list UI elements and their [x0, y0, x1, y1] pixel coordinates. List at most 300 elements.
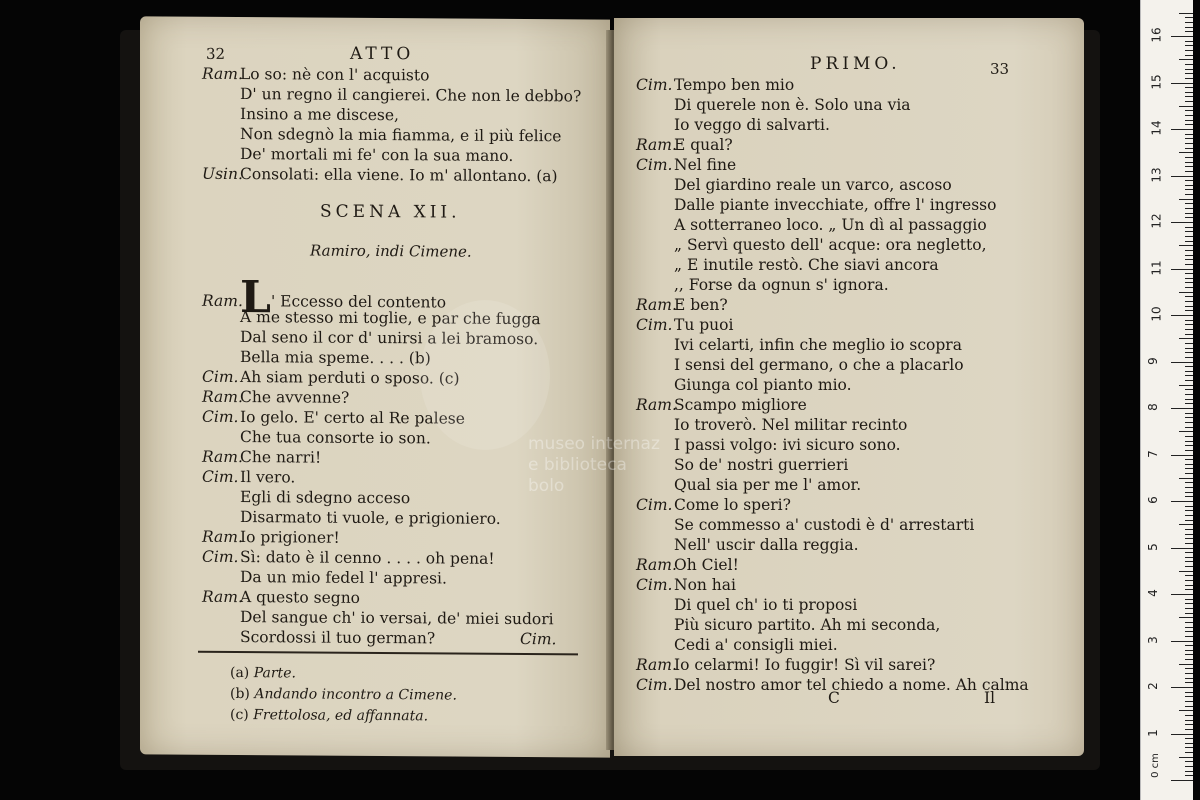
ruler-number: 6	[1145, 496, 1160, 504]
footnote	[230, 663, 457, 686]
speaker-label: Ram.	[202, 64, 243, 84]
ruler-tick	[1179, 710, 1193, 711]
ruler-tick	[1185, 724, 1193, 725]
line-text: E qual?	[674, 136, 733, 154]
line-text: Lo so: nè con l' acquisto	[240, 65, 430, 85]
text-line	[636, 376, 1029, 396]
ruler-tick	[1185, 552, 1193, 553]
ruler-tick	[1185, 301, 1193, 302]
line-text: Dalle piante invecchiate, offre l' ingresso	[674, 196, 997, 214]
line-text: Dal seno il cor d' unirsi a lei bramoso.	[240, 328, 539, 349]
ruler-number: 9	[1145, 356, 1160, 365]
ruler-tick	[1185, 208, 1193, 209]
text-line	[636, 236, 1029, 256]
line-text: Io celarmi! Io fuggir! Sì vil sarei?	[674, 656, 936, 674]
ruler-tick	[1185, 729, 1193, 730]
ruler-tick	[1185, 217, 1193, 218]
text-line	[636, 256, 1029, 276]
ruler-tick	[1185, 162, 1193, 163]
text-line	[202, 607, 554, 629]
text-line	[202, 507, 554, 529]
speaker-label: Cim.	[202, 367, 239, 387]
line-text: Io veggo di salvarti.	[674, 116, 830, 134]
watermark-logo	[420, 300, 550, 450]
ruler-tick	[1185, 55, 1193, 56]
ruler-tick	[1171, 780, 1193, 781]
scene-title: SCENA XII.	[320, 201, 461, 223]
ruler-tick	[1179, 106, 1193, 107]
ruler-tick	[1185, 468, 1193, 469]
ruler-tick	[1179, 245, 1193, 246]
line-text: Del sangue ch' io versai, de' miei sudori	[240, 608, 554, 629]
footnote-mark: (b)	[230, 685, 250, 703]
text-line	[636, 276, 1029, 296]
ruler-tick	[1185, 580, 1193, 581]
ruler-tick	[1185, 650, 1193, 651]
ruler-tick	[1185, 659, 1193, 660]
line-text: Ivi celarti, infin che meglio io scopra	[674, 336, 962, 354]
line-text: Io gelo. E' certo al Re palese	[240, 408, 465, 428]
ruler-tick	[1185, 64, 1193, 65]
line-text: Disarmato ti vuole, e prigioniero.	[240, 508, 501, 528]
line-text: Il vero.	[240, 468, 296, 487]
text-line	[636, 216, 1029, 236]
ruler-tick	[1185, 17, 1193, 18]
line-text: Se commesso a' custodi è d' arrestarti	[674, 516, 975, 534]
line-text: ' Eccesso del contento	[270, 292, 447, 312]
ruler-tick	[1185, 180, 1193, 181]
ruler-tick	[1185, 357, 1193, 358]
line-text: Nell' uscir dalla reggia.	[674, 536, 859, 554]
ruler-tick	[1185, 101, 1193, 102]
ruler-tick	[1171, 687, 1193, 688]
ruler-tick	[1185, 492, 1193, 493]
ruler-number: 2	[1145, 682, 1160, 690]
speaker-label: Ram.	[202, 447, 243, 467]
line-text: Bella mia speme. . . . (b)	[240, 348, 431, 368]
ruler-tick	[1185, 459, 1193, 460]
ruler-tick	[1185, 45, 1193, 46]
ruler-tick	[1171, 362, 1193, 363]
line-text: Insino a me discese,	[240, 105, 399, 125]
text-line	[636, 516, 1029, 536]
ruler-tick	[1179, 59, 1193, 60]
ruler-zero-label: 0 cm	[1149, 753, 1161, 778]
ruler-tick	[1185, 631, 1193, 632]
ruler-tick	[1185, 143, 1193, 144]
ruler-tick	[1185, 715, 1193, 716]
line-text: Più sicuro partito. Ah mi seconda,	[674, 616, 941, 634]
ruler-number: 7	[1145, 449, 1160, 458]
ruler-tick	[1185, 138, 1193, 139]
ruler-tick	[1185, 766, 1193, 767]
text-line	[636, 356, 1029, 376]
left-page-header: ATTO	[350, 43, 415, 65]
ruler-tick	[1185, 436, 1193, 437]
left-text-block-top	[202, 64, 581, 187]
ruler-tick	[1185, 599, 1193, 600]
ruler-tick	[1185, 69, 1193, 70]
ruler-tick	[1185, 613, 1193, 614]
text-line	[636, 296, 1029, 316]
ruler-tick	[1185, 506, 1193, 507]
ruler-tick	[1185, 678, 1193, 679]
ruler-number: 10	[1149, 306, 1164, 322]
ruler-number: 16	[1149, 27, 1164, 43]
ruler-tick	[1171, 176, 1193, 177]
ruler-tick	[1185, 306, 1193, 307]
ruler-tick	[1185, 296, 1193, 297]
ruler-tick	[1185, 529, 1193, 530]
speaker-label: Cim.	[636, 316, 673, 334]
ruler-number: 12	[1149, 213, 1164, 229]
footnote-mark: (c)	[230, 706, 249, 724]
text-line	[636, 556, 1029, 576]
line-text: Da un mio fedel l' appresi.	[240, 568, 447, 588]
ruler-tick	[1171, 455, 1193, 456]
ruler-tick	[1185, 185, 1193, 186]
ruler-tick	[1171, 315, 1193, 316]
ruler-tick	[1185, 166, 1193, 167]
ruler-tick	[1185, 589, 1193, 590]
text-line	[636, 316, 1029, 336]
text-line	[202, 567, 554, 589]
text-line	[202, 84, 581, 107]
ruler-tick	[1185, 692, 1193, 693]
ruler-tick	[1185, 520, 1193, 521]
line-text: Non hai	[674, 576, 736, 594]
ruler-tick	[1185, 148, 1193, 149]
line-text: Qual sia per me l' amor.	[674, 476, 862, 494]
text-line	[636, 476, 1029, 496]
text-line	[636, 596, 1029, 616]
ruler-tick	[1185, 771, 1193, 772]
line-text: A sotterraneo loco. „ Un dì al passaggio	[674, 216, 987, 234]
text-line	[202, 627, 557, 649]
ruler-tick	[1185, 543, 1193, 544]
line-text: Tu puoi	[674, 316, 734, 334]
ruler-tick	[1185, 464, 1193, 465]
ruler-tick	[1185, 334, 1193, 335]
ruler-tick	[1185, 417, 1193, 418]
right-page-header: PRIMO.	[810, 54, 901, 74]
text-line	[636, 196, 1029, 216]
ruler-tick	[1185, 496, 1193, 497]
text-line	[202, 144, 581, 167]
line-text: ,, Forse da ognun s' ignora.	[674, 276, 889, 294]
ruler-number: 14	[1149, 120, 1164, 136]
ruler-number: 4	[1145, 589, 1160, 597]
footnote-mark: (a)	[230, 664, 250, 682]
text-line	[202, 487, 554, 509]
ruler-tick	[1185, 775, 1193, 776]
line-text: A questo segno	[240, 588, 361, 607]
line-text: Egli di sdegno acceso	[240, 488, 411, 508]
line-text: Scordossi il tuo german?	[240, 628, 436, 648]
ruler-tick	[1185, 738, 1193, 739]
ruler-tick	[1185, 608, 1193, 609]
text-line	[636, 136, 1029, 156]
line-text: Tempo ben mio	[674, 76, 795, 94]
left-catchword: Cim.	[520, 630, 557, 649]
ruler-tick	[1185, 134, 1193, 135]
ruler-tick	[1185, 120, 1193, 121]
line-text: Di querele non è. Solo una via	[674, 96, 911, 114]
line-text: Oh Ciel!	[674, 556, 739, 574]
speaker-label: Ram.	[636, 556, 677, 574]
text-line	[636, 176, 1029, 196]
ruler-tick	[1185, 557, 1193, 558]
line-text: D' un regno il cangierei. Che non le debbo?	[240, 85, 582, 106]
footnote	[230, 684, 457, 707]
ruler-tick	[1185, 343, 1193, 344]
speaker-label: Ram.	[636, 136, 677, 154]
speaker-label: Usin.	[202, 164, 243, 184]
ruler-tick	[1185, 399, 1193, 400]
ruler-tick	[1185, 427, 1193, 428]
text-line	[202, 587, 554, 609]
line-text: Io troverò. Nel militar recinto	[674, 416, 908, 434]
text-line	[636, 496, 1029, 516]
ruler-tick	[1185, 259, 1193, 260]
speaker-label: Ram.	[636, 656, 677, 674]
right-catchword: Il	[984, 689, 996, 707]
line-text: „ Servì questo dell' acque: ora negletto,	[674, 236, 987, 254]
ruler-tick	[1185, 645, 1193, 646]
line-text: Ah siam perduti o sposo. (c)	[240, 368, 460, 388]
speaker-label: Cim.	[202, 407, 239, 427]
footnote-rule	[198, 651, 578, 656]
speaker-label: Cim.	[202, 467, 239, 487]
ruler-tick	[1185, 157, 1193, 158]
ruler-tick	[1185, 203, 1193, 204]
ruler-tick	[1185, 654, 1193, 655]
line-text: Non sdegnò la mia fiamma, e il più felice	[240, 125, 562, 146]
line-text: Che tua consorte io son.	[240, 428, 431, 448]
ruler-tick	[1185, 241, 1193, 242]
line-text: So de' nostri guerrieri	[674, 456, 849, 474]
ruler-tick	[1185, 510, 1193, 511]
text-line	[636, 396, 1029, 416]
line-text: Come lo speri?	[674, 496, 791, 514]
ruler-tick	[1185, 603, 1193, 604]
speaker-label: Ram.	[202, 587, 243, 607]
ruler-tick	[1179, 664, 1193, 665]
text-line	[202, 547, 554, 569]
ruler-tick	[1179, 757, 1193, 758]
ruler-tick	[1179, 199, 1193, 200]
ruler-tick	[1185, 348, 1193, 349]
ruler-number: 8	[1145, 403, 1160, 411]
ruler-tick	[1185, 682, 1193, 683]
ruler-tick	[1185, 566, 1193, 567]
ruler-tick	[1179, 13, 1193, 14]
ruler-tick	[1185, 441, 1193, 442]
footnotes	[230, 663, 457, 728]
line-text: E ben?	[674, 296, 728, 314]
ruler-tick	[1185, 701, 1193, 702]
signature-mark: C	[828, 689, 840, 707]
left-page-number: 32	[206, 44, 226, 63]
speaker-label: Cim.	[202, 547, 239, 567]
text-line	[202, 164, 581, 187]
ruler-tick	[1185, 403, 1193, 404]
line-text: „ E inutile restò. Che siavi ancora	[674, 256, 939, 274]
ruler-tick	[1185, 375, 1193, 376]
speaker-label: Cim.	[636, 156, 673, 174]
ruler-tick	[1185, 41, 1193, 42]
line-text: Scampo migliore	[674, 396, 807, 414]
ruler-tick	[1185, 668, 1193, 669]
ruler-tick	[1171, 641, 1193, 642]
text-line	[636, 576, 1029, 596]
line-text: Che narri!	[240, 448, 322, 467]
ruler-tick	[1171, 734, 1193, 735]
ruler-tick	[1185, 720, 1193, 721]
footnote	[230, 705, 457, 728]
text-line	[202, 467, 554, 489]
ruler-number: 1	[1145, 728, 1160, 737]
line-text: I sensi del germano, o che a placarlo	[674, 356, 964, 374]
watermark-line: e biblioteca	[528, 455, 627, 475]
line-text: Di quel ch' io ti proposi	[674, 596, 858, 614]
ruler-tick	[1185, 236, 1193, 237]
text-line	[636, 336, 1029, 356]
speaker-label: Ram.	[636, 296, 677, 314]
text-line	[636, 636, 1029, 656]
ruler-tick	[1171, 408, 1193, 409]
line-text: Che avvenne?	[240, 388, 350, 407]
ruler-number: 5	[1145, 542, 1160, 551]
right-page	[614, 18, 1084, 756]
line-text: A me stesso mi toglie, e par che fugga	[240, 308, 541, 329]
line-text: Del giardino reale un varco, ascoso	[674, 176, 952, 194]
line-text: Giunga col pianto mio.	[674, 376, 852, 394]
ruler-tick	[1185, 636, 1193, 637]
ruler-tick	[1179, 617, 1193, 618]
ruler-tick	[1185, 622, 1193, 623]
ruler-tick	[1185, 124, 1193, 125]
ruler-tick	[1185, 31, 1193, 32]
ruler-tick	[1185, 273, 1193, 274]
ruler-tick	[1185, 110, 1193, 111]
right-text-block	[636, 76, 1029, 696]
text-line	[202, 104, 581, 127]
ruler-tick	[1185, 366, 1193, 367]
ruler-number: 11	[1149, 259, 1164, 276]
ruler-tick	[1179, 571, 1193, 572]
ruler-tick	[1185, 278, 1193, 279]
speaker-label: Ram.	[202, 291, 243, 311]
ruler-tick	[1185, 96, 1193, 97]
ruler-tick	[1185, 371, 1193, 372]
ruler-number: 13	[1149, 166, 1164, 183]
speaker-label: Cim.	[636, 496, 673, 514]
ruler-tick	[1185, 282, 1193, 283]
ruler-tick	[1171, 269, 1193, 270]
ruler-tick	[1185, 413, 1193, 414]
ruler-tick	[1185, 389, 1193, 390]
ruler-tick	[1179, 152, 1193, 153]
ruler-tick	[1185, 78, 1193, 79]
ruler-tick	[1185, 487, 1193, 488]
ruler-tick	[1171, 501, 1193, 502]
ruler-tick	[1185, 329, 1193, 330]
line-text: Consolati: ella viene. Io m' allontano. (a)	[240, 165, 558, 186]
ruler-tick	[1185, 227, 1193, 228]
ruler-tick	[1185, 743, 1193, 744]
watermark-line: bolo	[528, 476, 565, 496]
speaker-label: Cim.	[636, 576, 673, 594]
ruler-tick	[1185, 482, 1193, 483]
ruler-tick	[1179, 338, 1193, 339]
line-text: I passi volgo: ivi sicuro sono.	[674, 436, 901, 454]
ruler-tick	[1185, 585, 1193, 586]
line-text: Sì: dato è il cenno . . . . oh pena!	[240, 548, 495, 568]
ruler-tick	[1185, 194, 1193, 195]
text-line	[636, 116, 1029, 136]
ruler-tick	[1185, 27, 1193, 28]
drop-cap: L	[240, 272, 271, 324]
ruler-tick	[1179, 478, 1193, 479]
ruler-tick	[1185, 761, 1193, 762]
ruler-tick	[1185, 394, 1193, 395]
ruler-tick	[1185, 380, 1193, 381]
speaker-label: Cim.	[636, 676, 673, 694]
ruler-tick	[1185, 189, 1193, 190]
ruler-tick	[1185, 752, 1193, 753]
ruler-tick	[1185, 422, 1193, 423]
text-line	[202, 447, 554, 469]
ruler-tick	[1171, 594, 1193, 595]
ruler-tick	[1185, 747, 1193, 748]
ruler-tick	[1171, 36, 1193, 37]
ruler-tick	[1185, 250, 1193, 251]
text-line	[636, 656, 1029, 676]
ruler-tick	[1179, 292, 1193, 293]
ruler-tick	[1185, 575, 1193, 576]
text-line	[202, 527, 554, 549]
ruler-tick	[1185, 264, 1193, 265]
line-text: Del nostro amor tel chiedo a nome. Ah calma	[674, 676, 1029, 694]
line-text: De' mortali mi fe' con la sua mano.	[240, 145, 514, 165]
ruler-tick	[1171, 548, 1193, 549]
text-line	[636, 616, 1029, 636]
line-text: Io prigioner!	[240, 528, 340, 547]
ruler-tick	[1185, 324, 1193, 325]
ruler-tick	[1185, 171, 1193, 172]
measurement-ruler	[1140, 0, 1193, 800]
ruler-tick	[1185, 213, 1193, 214]
ruler-tick	[1179, 385, 1193, 386]
ruler-tick	[1185, 92, 1193, 93]
ruler-number: 3	[1145, 635, 1160, 644]
text-line	[636, 96, 1029, 116]
line-text: Nel fine	[674, 156, 737, 174]
ruler-tick	[1171, 83, 1193, 84]
ruler-tick	[1171, 129, 1193, 130]
ruler-tick	[1185, 115, 1193, 116]
text-line	[202, 124, 581, 147]
speaker-label: Cim.	[636, 76, 673, 94]
ruler-tick	[1185, 538, 1193, 539]
text-line	[636, 76, 1029, 96]
footnote-text: Andando incontro a Cimene.	[249, 686, 457, 704]
ruler-tick	[1185, 706, 1193, 707]
ruler-tick	[1185, 696, 1193, 697]
text-line	[202, 64, 581, 87]
footnote-text: Parte.	[249, 665, 296, 682]
